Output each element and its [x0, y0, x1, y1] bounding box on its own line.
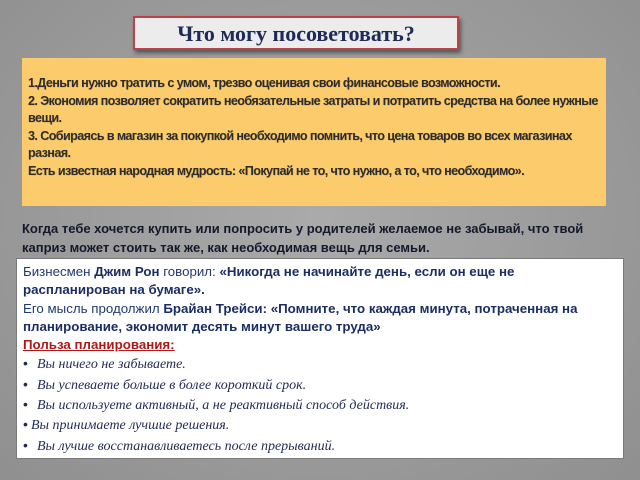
advice-line-4: Есть известная народная мудрость: «Покупай не то, что нужно, а то, что необходимо».	[28, 163, 524, 178]
bullet-icon: •	[23, 396, 28, 413]
benefit-text: Вы ничего не забываете.	[37, 357, 186, 373]
quote-1-author: Джим Рон	[94, 264, 160, 279]
quote-jim-rohn	[23, 263, 617, 300]
benefit-text: Вы принимаете лучшие решения.	[31, 418, 230, 434]
benefit-text: Вы успеваете больше в более короткий срок.	[37, 377, 307, 393]
page-title: Что могу посоветовать?	[133, 16, 459, 50]
quote-brian-tracy	[23, 300, 617, 337]
bullet-icon: •	[23, 416, 28, 433]
benefit-text: Вы лучше восстанавливаетесь после прерываний.	[37, 438, 336, 454]
quote-2-prefix: Его мысль продолжил	[23, 300, 164, 316]
bullet-icon: •	[23, 375, 28, 392]
bullet-icon: •	[23, 355, 28, 372]
advice-line-2: 2. Экономия позволяет сократить необязательные затраты и потратить средства на более нужные вещи.	[28, 93, 598, 125]
advice-panel	[22, 58, 606, 206]
quote-2-text: «Помните, что каждая минута, потраченная на планирование, экономит десять минут вашего труда»	[23, 300, 578, 334]
benefit-item	[23, 395, 617, 415]
benefit-item	[23, 375, 617, 395]
benefits-heading: Польза планирования:	[23, 337, 175, 353]
bullet-icon: •	[23, 436, 28, 453]
quote-1-mid: говорил:	[159, 264, 220, 279]
benefit-item	[23, 436, 617, 456]
quote-1-prefix: Бизнесмен	[23, 264, 95, 279]
quote-1-text: «Никогда не начинайте день, если он еще не распланирован на бумаге».	[23, 264, 515, 298]
benefit-item	[23, 354, 617, 374]
advice-line-1: 1.Деньги нужно тратить с умом, трезво оценивая свои финансовые возможности.	[28, 76, 500, 90]
advice-line-3: 3. Собираясь в магазин за покупкой необходимо помнить, что цена товаров во всех магазинах разная.	[28, 128, 572, 160]
quotes-panel	[16, 258, 624, 459]
benefit-text: Вы используете активный, а не реактивный способ действия.	[37, 398, 410, 414]
quote-2-author: Брайан Трейси:	[163, 300, 268, 316]
benefit-item	[23, 415, 617, 435]
wish-paragraph: Когда тебе хочется купить или попросить у родителей желаемое не забывай, что твой каприз может стоить так же, как необходимая вещь для семьи.	[22, 221, 584, 255]
